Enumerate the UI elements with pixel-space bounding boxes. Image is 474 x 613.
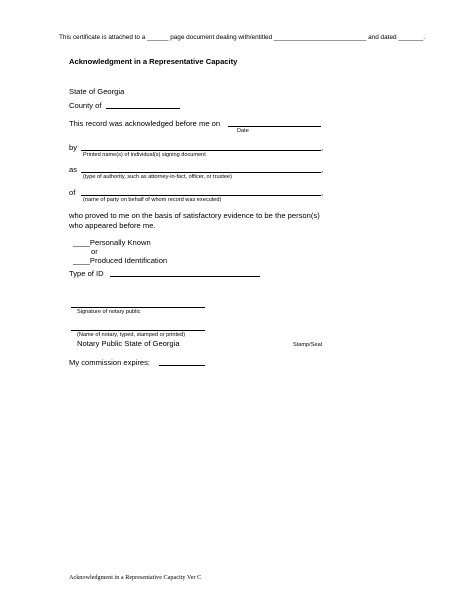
by-label: by: [69, 143, 78, 152]
type-of-id-label: Type of ID: [69, 269, 104, 278]
evidence-line-2: who appeared before me.: [69, 221, 156, 230]
as-label: as: [69, 165, 78, 174]
represented-party-field[interactable]: [81, 195, 321, 196]
record-acknowledged-text: This record was acknowledged before me on: [69, 119, 221, 128]
produced-id-label: Produced Identification: [89, 256, 168, 265]
notary-name-caption: (Name of notary, typed, stamped or printed): [77, 332, 186, 338]
produced-id-blank[interactable]: ____: [73, 256, 90, 265]
personally-known-option[interactable]: [73, 238, 151, 247]
signer-name-field[interactable]: [81, 150, 321, 151]
as-comma: ,: [321, 165, 324, 174]
represented-party-caption: (name of party on behalf of whom record was executed): [83, 197, 222, 203]
acknowledgment-date-field[interactable]: [228, 126, 321, 127]
commission-expires-label: My commission expires:: [69, 358, 151, 367]
county-label: County of: [69, 101, 102, 110]
document-title: Acknowledgment in a Representative Capacity: [69, 57, 238, 66]
produced-id-option[interactable]: [73, 256, 167, 265]
by-comma: ,: [321, 143, 324, 152]
notary-name-field[interactable]: [71, 330, 205, 331]
of-label: of: [69, 188, 76, 197]
authority-type-caption: (type of authority, such as attorney-in-fact, officer, or trustee): [83, 174, 233, 180]
authority-type-field[interactable]: [81, 172, 321, 173]
notary-signature-caption: Signature of notary public: [77, 309, 141, 315]
attachment-statement: This certificate is attached to a ______ page document dealing with/entitled __________________________ and dated _______.: [59, 34, 425, 41]
county-field[interactable]: [106, 108, 180, 109]
evidence-line-1: who proved to me on the basis of satisfactory evidence to be the person(s): [69, 211, 320, 220]
personally-known-blank[interactable]: ____: [73, 238, 90, 247]
notary-signature-field[interactable]: [71, 307, 205, 308]
stamp-seal-label: Stamp/Seal: [293, 342, 322, 348]
of-comma: ,: [321, 188, 324, 197]
footer-version: Acknowledgment in a Representative Capacity Ver C: [69, 574, 202, 581]
personally-known-label: Personally Known: [89, 238, 151, 247]
or-label: or: [91, 247, 98, 256]
commission-expiry-field[interactable]: [159, 365, 205, 366]
date-caption: Date: [237, 128, 249, 134]
state-label: State of Georgia: [69, 87, 125, 96]
notary-title: Notary Public State of Georgia: [77, 339, 180, 348]
signer-name-caption: Printed name(s) of individual(s) signing document: [83, 152, 206, 158]
type-of-id-field[interactable]: [110, 276, 260, 277]
